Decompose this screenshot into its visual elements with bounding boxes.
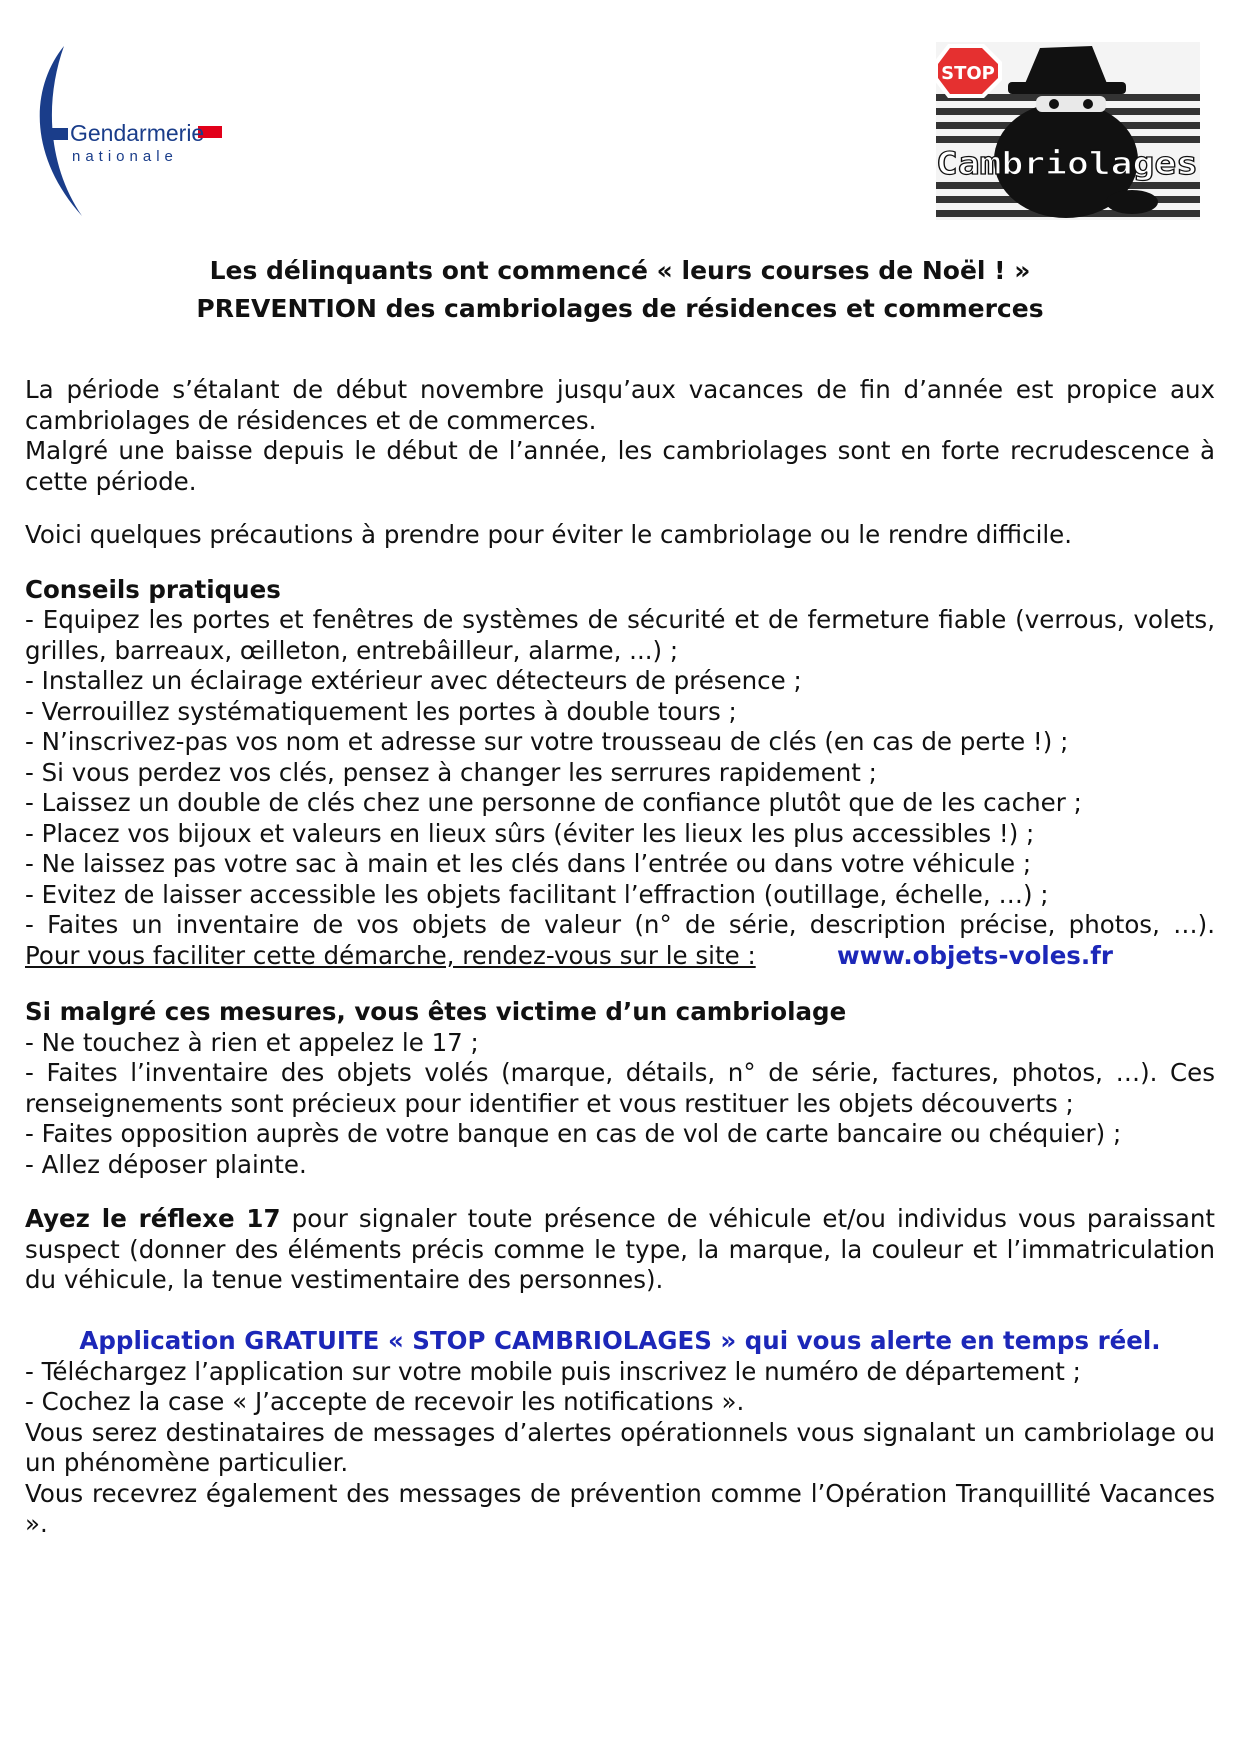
victime-item: - Ne touchez à rien et appelez le 17 ; xyxy=(25,1027,479,1057)
reflexe-text: pour signaler toute présence de véhicule et/ou individus vous paraissant suspect (donner des éléments précis comme le type, la marque, la couleur et l’immatriculation du véhicule, la tenue vestimentaire des personnes). xyxy=(25,1204,1215,1294)
intro-paragraph-2: Malgré une baisse depuis le début de l’année, les cambriolages sont en forte recrudescence à cette période. xyxy=(25,436,1215,496)
intro-paragraph-1: La période s’étalant de début novembre jusqu’aux vacances de fin d’année est propice aux cambriolages de résidences et de commerces. xyxy=(25,375,1215,435)
victime-item: - Faites l’inventaire des objets volés (marque, détails, n° de série, factures, photos, …). Ces renseignements sont précieux pour identifier et vous restituer les objets découverts ; xyxy=(25,1058,1215,1118)
application-paragraph-2: Vous recevrez également des messages de prévention comme l’Opération Tranquillité Vacances ». xyxy=(25,1478,1215,1538)
cambriolages-word: Cambriolages xyxy=(936,146,1198,182)
conseil-item: - Verrouillez systématiquement les portes à double tours ; xyxy=(25,696,737,726)
stop-cambriolages-logo xyxy=(936,42,1200,220)
reflexe-bold: Ayez le réflexe 17 xyxy=(25,1204,281,1233)
application-heading: Application GRATUITE « STOP CAMBRIOLAGES » qui vous alerte en temps réel. xyxy=(79,1326,1161,1355)
conseil-item: - Placez vos bijoux et valeurs en lieux sûrs (éviter les lieux les plus accessibles !) ; xyxy=(25,818,1035,848)
conseils-heading: Conseils pratiques xyxy=(25,575,281,604)
conseil-item: - Laissez un double de clés chez une personne de confiance plutôt que de les cacher ; xyxy=(25,788,1082,817)
conseil-item: - Installez un éclairage extérieur avec détecteurs de présence ; xyxy=(25,666,802,695)
conseil-item: - Equipez les portes et fenêtres de systèmes de sécurité et de fermeture fiable (verrous, volets, grilles, barreaux, œilleton, entrebâilleur, alarme, ...) ; xyxy=(25,605,1215,665)
logo-flag-blue xyxy=(44,128,68,140)
logo-nationale-text: nationale xyxy=(72,148,178,165)
document-title xyxy=(40,252,1200,328)
victime-item: - Allez déposer plainte. xyxy=(25,1149,307,1179)
reflexe-paragraph xyxy=(25,1204,1215,1296)
victime-item: - Faites opposition auprès de votre banque en cas de vol de carte bancaire ou chéquier) ; xyxy=(25,1119,1122,1148)
logo-gendarmerie-text: Gendarmerie xyxy=(70,120,205,146)
site-line xyxy=(25,941,1215,972)
application-item: - Téléchargez l’application sur votre mobile puis inscrivez le numéro de département ; xyxy=(25,1356,1081,1386)
conseil-item: - Si vous perdez vos clés, pensez à changer les serrures rapidement ; xyxy=(25,757,877,787)
application-item: - Cochez la case « J’accepte de recevoir les notifications ». xyxy=(25,1387,745,1416)
intro-paragraph-3: Voici quelques précautions à prendre pour éviter le cambriolage ou le rendre difficile. xyxy=(25,520,1073,549)
conseil-item: - Ne laissez pas votre sac à main et les clés dans l’entrée ou dans votre véhicule ; xyxy=(25,849,1032,878)
title-line-1: Les délinquants ont commencé « leurs courses de Noël ! » xyxy=(209,256,1031,285)
conseil-item: - Faites un inventaire de vos objets de valeur (n° de série, description précise, photos, …). xyxy=(25,910,1215,939)
title-line-2: PREVENTION des cambriolages de résidences et commerces xyxy=(196,294,1044,323)
objets-voles-link[interactable]: www.objets-voles.fr xyxy=(837,940,1113,970)
victime-heading: Si malgré ces mesures, vous êtes victime d’un cambriolage xyxy=(25,997,847,1026)
stop-badge-text: STOP xyxy=(941,63,995,84)
gendarmerie-nationale-logo xyxy=(30,38,250,223)
conseil-item: - Evitez de laisser accessible les objets facilitant l’effraction (outillage, échelle, …) ; xyxy=(25,879,1049,909)
application-paragraph-1: Vous serez destinataires de messages d’alertes opérationnels vous signalant un cambriolage ou un phénomène particulier. xyxy=(25,1417,1215,1477)
site-text: Pour vous faciliter cette démarche, rendez-vous sur le site : xyxy=(25,940,756,970)
conseil-item: - N’inscrivez-pas vos nom et adresse sur votre trousseau de clés (en cas de perte !) ; xyxy=(25,727,1069,756)
stop-sign-icon xyxy=(936,44,1002,98)
